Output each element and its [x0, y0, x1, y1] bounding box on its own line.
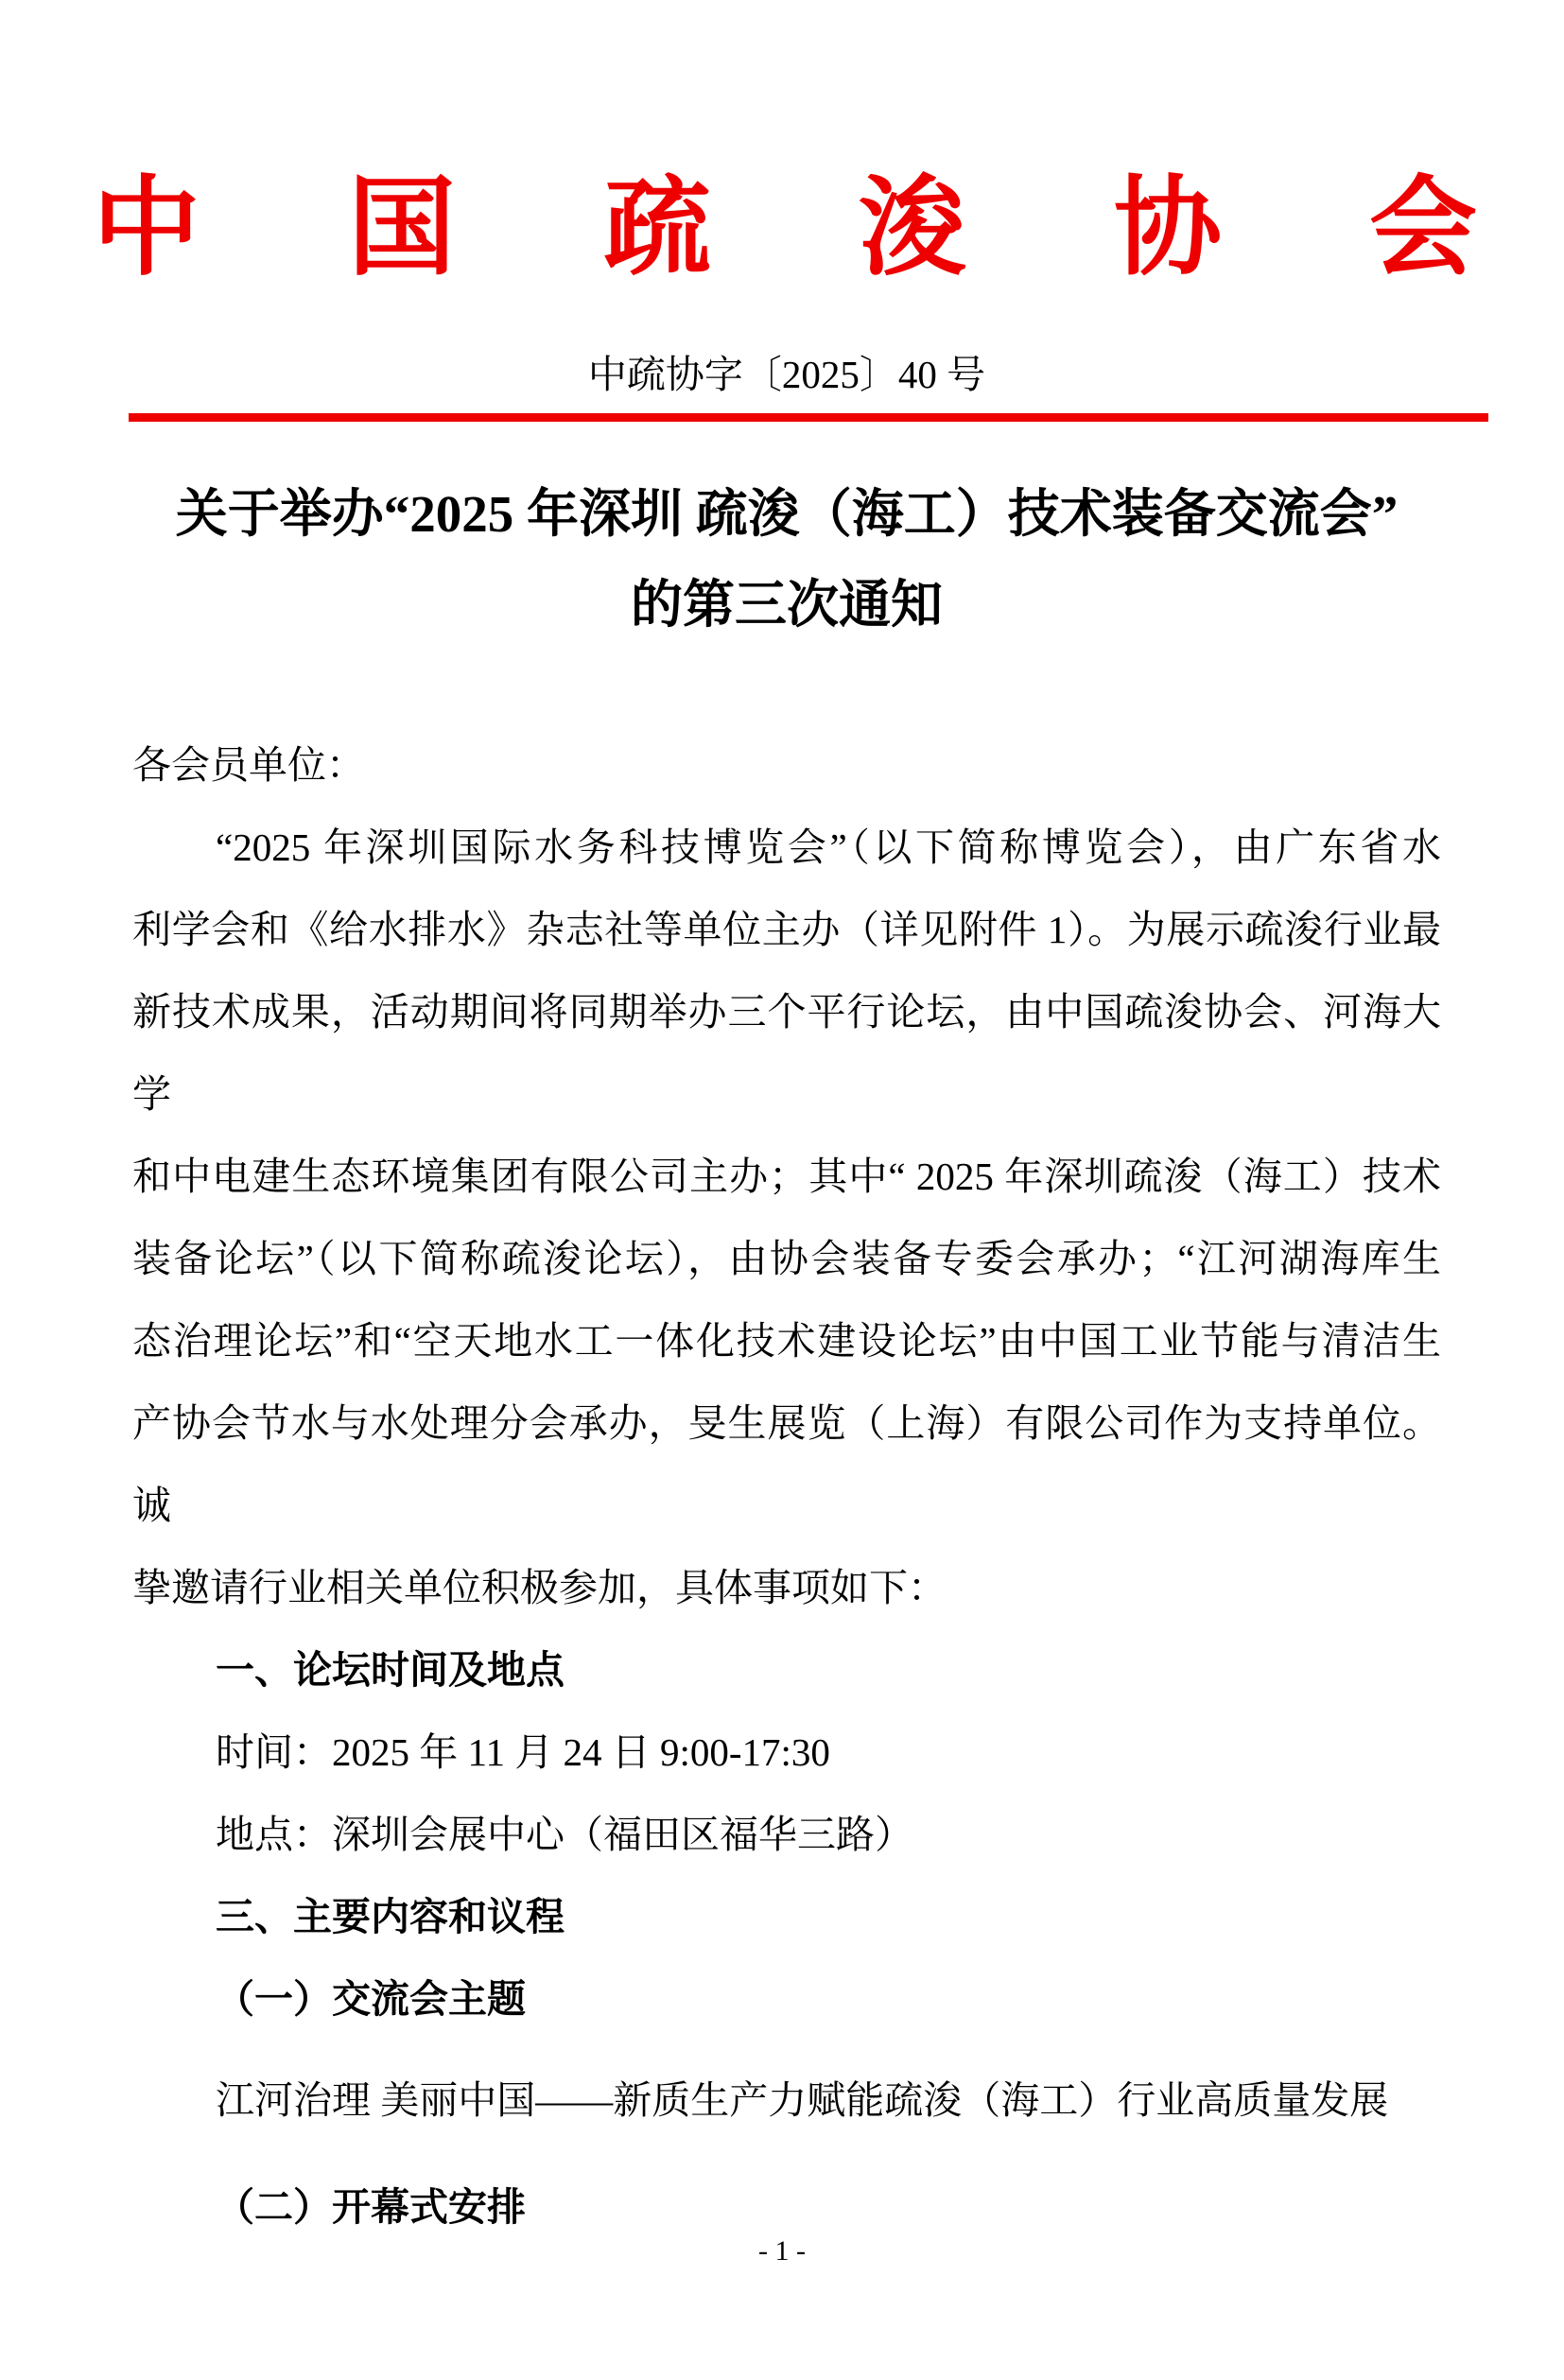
intro-paragraph-line: 新技术成果，活动期间将同期举办三个平行论坛，由中国疏浚协会、河海大学	[132, 989, 1441, 1116]
forum-time-line: 时间：2025 年 11 月 24 日 9:00-17:30	[216, 1729, 830, 1774]
subsection-2-heading: （二）开幕式安排	[216, 2184, 526, 2229]
subsection-1-heading: （一）交流会主题	[216, 1976, 526, 2021]
notice-title	[132, 469, 1441, 651]
page-number: - 1 -	[758, 2235, 806, 2267]
notice-body	[132, 724, 1441, 2249]
document-page	[0, 168, 1564, 2380]
salutation: 各会员单位：	[132, 742, 365, 787]
letterhead-divider-line	[129, 413, 1488, 422]
letterhead-org-name: 中国疏浚协会	[93, 168, 1477, 288]
notice-title-line2: 的第三次通知	[630, 575, 943, 634]
notice-title-line1: 关于举办“2025 年深圳 疏浚（海工）技术装备交流会”	[175, 484, 1399, 543]
document-number: 中疏协字〔2025〕40 号	[587, 352, 986, 396]
forum-venue-line: 地点：深圳会展中心（福田区福华三路）	[216, 1812, 913, 1856]
intro-paragraph-line: 态治理论坛”和“空天地水工一体化技术建设论坛”由中国工业节能与清洁生	[132, 1318, 1441, 1363]
intro-paragraph-line: 利学会和《给水排水》杂志社等单位主办（详见附件 1）。为展示疏浚行业最	[132, 907, 1441, 951]
intro-paragraph-line: 装备论坛”（以下简称疏浚论坛），由协会装备专委会承办；“江河湖海库生	[132, 1236, 1441, 1280]
section-3-heading: 三、主要内容和议程	[216, 1894, 565, 1938]
intro-paragraph-line: “2025 年深圳国际水务科技博览会”（以下简称博览会），由广东省水	[216, 825, 1441, 869]
section-1-heading: 一、论坛时间及地点	[216, 1647, 565, 1692]
intro-paragraph-line: 和中电建生态环境集团有限公司主办；其中“ 2025 年深圳疏浚（海工）技术	[132, 1154, 1441, 1198]
intro-paragraph-line: 挚邀请行业相关单位积极参加，具体事项如下：	[132, 1565, 947, 1609]
forum-theme-line: 江河治理 美丽中国——新质生产力赋能疏浚（海工）行业高质量发展	[216, 2077, 1389, 2122]
intro-paragraph-line: 产协会节水与水处理分会承办，旻生展览（上海）有限公司作为支持单位。诚	[132, 1400, 1441, 1527]
